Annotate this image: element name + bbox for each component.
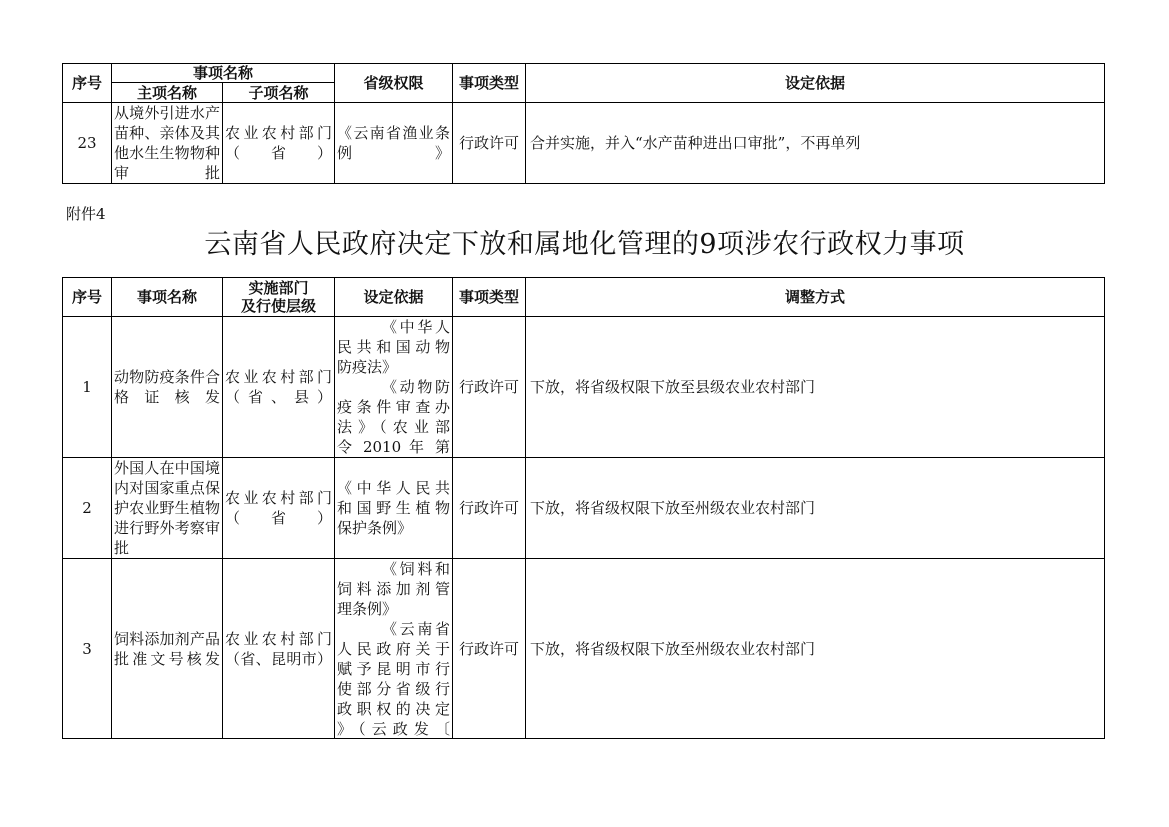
header-type: 事项类型	[453, 64, 526, 103]
basis-line: 保护条例》	[337, 519, 413, 537]
header-item-name: 事项名称	[112, 64, 335, 83]
attachment-label: 附件4	[66, 205, 106, 223]
basis-line: 》（云政发〔	[337, 720, 450, 738]
header-seq: 序号	[63, 278, 112, 317]
cell-item-name: 饲料添加剂产品批准文号核发	[112, 559, 223, 739]
basis-line: 防疫法》	[337, 358, 398, 376]
cell-adjust: 下放，将省级权限下放至州级农业农村部门	[526, 458, 1105, 559]
basis-line: 理条例》	[337, 600, 398, 618]
cell-adjust: 下放，将省级权限下放至县级农业农村部门	[526, 317, 1105, 458]
cell-seq: 23	[63, 103, 112, 184]
cell-item-name: 外国人在中国境内对国家重点保护农业野生植物进行野外考察审批	[112, 458, 223, 559]
cell-basis	[335, 458, 453, 559]
table-row	[63, 103, 1105, 184]
header-seq: 序号	[63, 64, 112, 103]
basis-line: 疫条件审查办	[337, 398, 450, 416]
basis-line: 令 2010 年 第	[337, 438, 450, 456]
header-main-name: 主项名称	[112, 83, 223, 103]
header-authority: 省级权限	[335, 64, 453, 103]
table-continuation	[62, 63, 1105, 184]
cell-item-name: 动物防疫条件合格证核发	[112, 317, 223, 458]
table-main	[62, 277, 1105, 739]
cell-authority: 《云南省渔业条例》	[335, 103, 453, 184]
header-dept	[223, 278, 335, 317]
basis-line: 民共和国动物	[337, 338, 450, 356]
header-dept-line1: 实施部门	[248, 279, 309, 297]
cell-basis: 合并实施，并入“水产苗种进出口审批”，不再单列	[526, 103, 1105, 184]
header-adjust: 调整方式	[526, 278, 1105, 317]
cell-basis	[335, 317, 453, 458]
basis-line: 法》（农业部	[337, 418, 450, 436]
header-basis: 设定依据	[335, 278, 453, 317]
table-row	[63, 559, 1105, 739]
basis-line: 和国野生植物	[337, 499, 450, 517]
cell-sub-name: 农业农村部门（省）	[223, 103, 335, 184]
cell-main-name: 从境外引进水产苗种、亲体及其他水生生物物种审批	[112, 103, 223, 184]
cell-seq: 3	[63, 559, 112, 739]
basis-line: 《饲料和	[382, 560, 450, 578]
cell-type: 行政许可	[453, 559, 526, 739]
cell-dept: 农业农村部门（省、昆明市）	[223, 559, 335, 739]
cell-type: 行政许可	[453, 317, 526, 458]
cell-dept: 农业农村部门（省、县）	[223, 317, 335, 458]
header-item-name: 事项名称	[112, 278, 223, 317]
basis-line: 《云南省	[382, 620, 450, 638]
page-title: 云南省人民政府决定下放和属地化管理的9项涉农行政权力事项	[204, 229, 965, 260]
table-row	[63, 317, 1105, 458]
cell-seq: 1	[63, 317, 112, 458]
cell-basis	[335, 559, 453, 739]
header-dept-line2: 及行使层级	[240, 297, 316, 315]
cell-seq: 2	[63, 458, 112, 559]
basis-line: 使部分省级行	[337, 680, 450, 698]
basis-line: 赋予昆明市行	[337, 660, 450, 678]
basis-line: 《中华人	[382, 318, 450, 336]
header-basis: 设定依据	[526, 64, 1105, 103]
header-type: 事项类型	[453, 278, 526, 317]
basis-line: 饲料添加剂管	[337, 580, 450, 598]
cell-dept: 农业农村部门（省）	[223, 458, 335, 559]
basis-line: 《中华人民共	[337, 479, 450, 497]
header-sub-name: 子项名称	[223, 83, 335, 103]
table-row	[63, 458, 1105, 559]
basis-line: 《动物防	[382, 378, 450, 396]
cell-type: 行政许可	[453, 103, 526, 184]
basis-line: 政职权的决定	[337, 700, 450, 718]
cell-adjust: 下放，将省级权限下放至州级农业农村部门	[526, 559, 1105, 739]
cell-type: 行政许可	[453, 458, 526, 559]
basis-line: 人民政府关于	[337, 640, 450, 658]
